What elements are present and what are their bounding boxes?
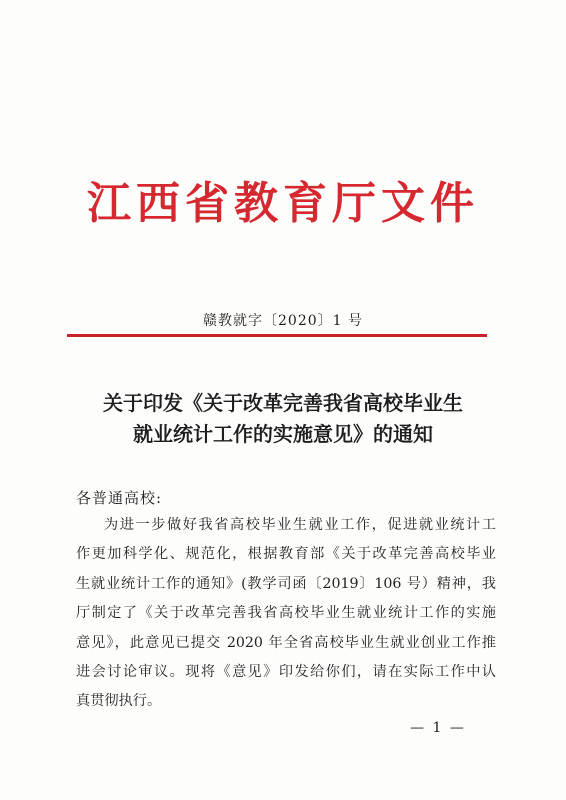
body-line: 意见》，此意见已提交 2020 年全省高校毕业生就业创业工作推 [76, 634, 496, 651]
document-title-line-2: 就业统计工作的实施意见》的通知 [133, 422, 433, 446]
body-line: 进会讨论审议。现将《意见》印发给你们，请在实际工作中认 [76, 664, 496, 681]
page-number: — 1 — [410, 720, 466, 736]
document-number: 赣教就字〔2020〕1 号 [203, 313, 363, 329]
document-title-line-1: 关于印发《关于改革完善我省高校毕业生 [103, 391, 463, 415]
red-divider-line [67, 334, 487, 337]
body-line: 生就业统计工作的通知》(教学司函〔2019〕106 号）精神，我 [76, 575, 496, 592]
salutation: 各普通高校: [76, 489, 163, 507]
body-line: 作更加科学化、规范化，根据教育部《关于改革完善高校毕业 [76, 546, 496, 563]
body-line: 厅制定了《关于改革完善我省高校毕业生就业统计工作的实施 [76, 605, 496, 622]
issuing-authority-header: 江西省教育厅文件 [87, 178, 479, 229]
body-line: 为进一步做好我省高校毕业生就业工作，促进就业统计工 [104, 517, 496, 533]
document-title [40, 388, 526, 450]
body-line: 真贯彻执行。 [76, 693, 162, 710]
body-paragraph [76, 511, 496, 717]
